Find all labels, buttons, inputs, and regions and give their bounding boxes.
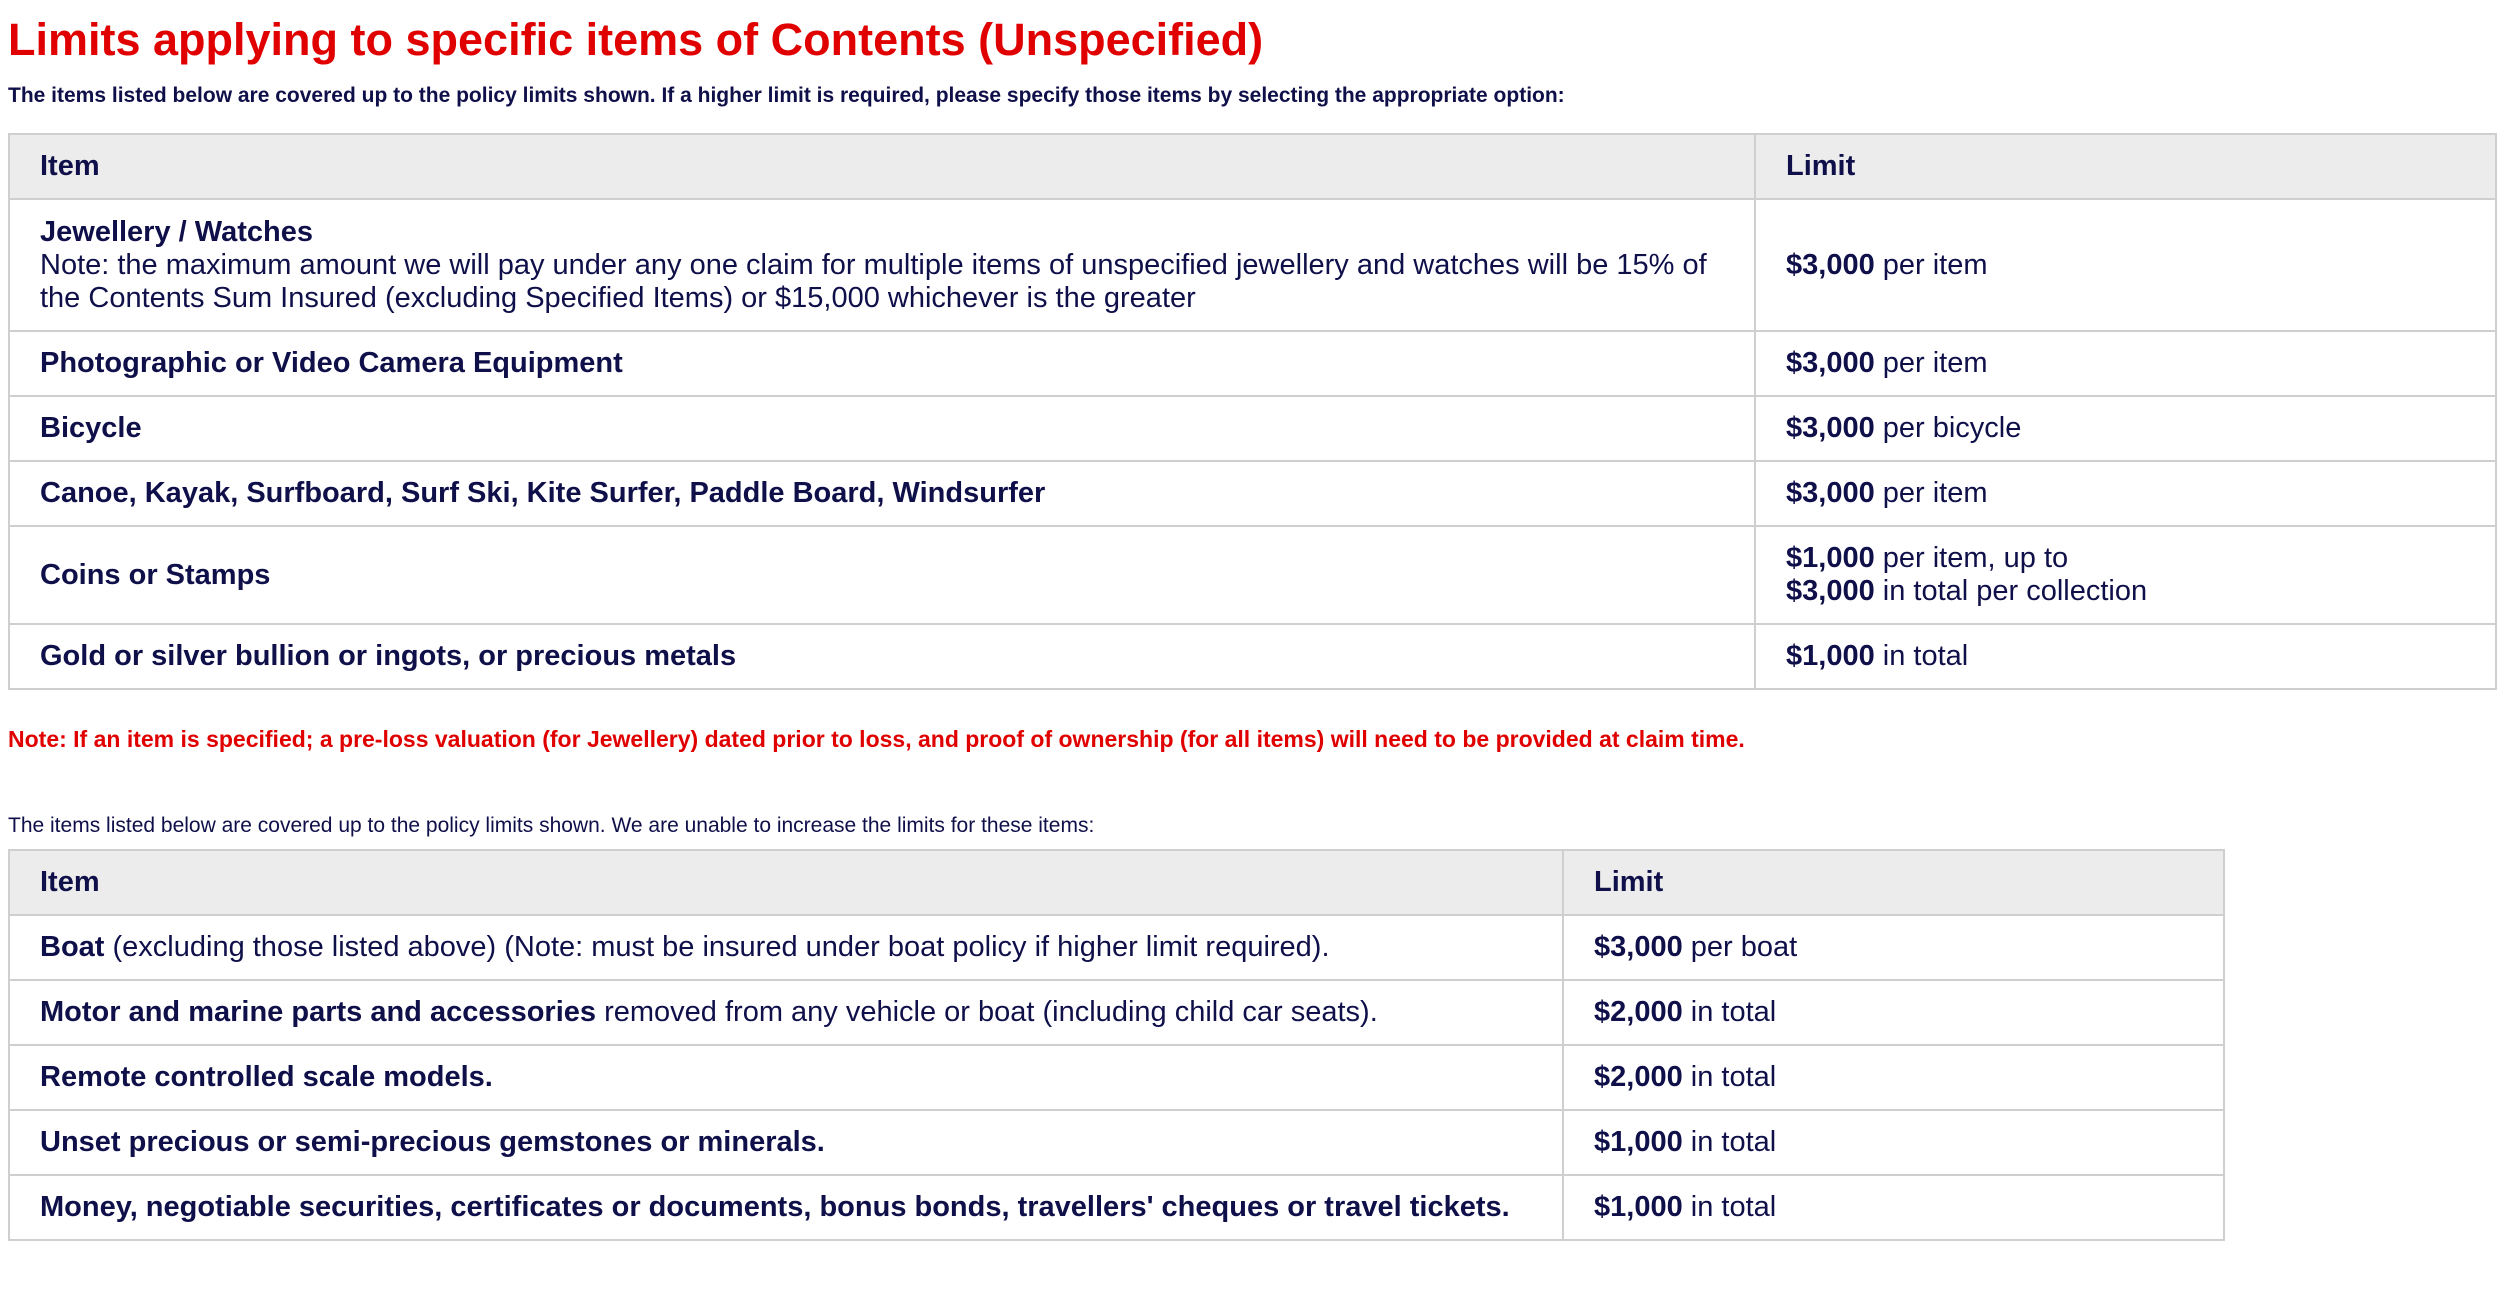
item-name: Canoe, Kayak, Surfboard, Surf Ski, Kite Surfer, Paddle Board, Windsurfer [40, 477, 1046, 509]
item-note: Note: the maximum amount we will pay under any one claim for multiple items of unspecified jewellery and watches will be 15% of the Contents Sum Insured (excluding Specified Items) or $15,000 whichever is the greater [40, 248, 1707, 314]
table-row [9, 396, 2496, 461]
column-header-limit: Limit [1755, 134, 2496, 199]
limit-amount: $1,000 [1594, 1126, 1683, 1158]
table-row [9, 199, 2496, 331]
item-cell [9, 1045, 1563, 1110]
table-row [9, 461, 2496, 526]
limit-text: per item [1882, 477, 1988, 509]
limit-text: per bicycle [1882, 412, 2022, 444]
item-cell [9, 526, 1755, 624]
limit-amount: $1,000 [1786, 640, 1875, 672]
table-row [9, 624, 2496, 689]
specified-item-note: Note: If an item is specified; a pre-loss valuation (for Jewellery) dated prior to loss, and proof of ownership (for all items) will need to be provided at claim time. [8, 726, 1745, 752]
item-cell [9, 331, 1755, 396]
item-name: Gold or silver bullion or ingots, or precious metals [40, 640, 737, 672]
limit-text: in total [1690, 1191, 1777, 1223]
item-name: Remote controlled scale models. [40, 1061, 493, 1093]
item-cell [9, 396, 1755, 461]
item-cell [9, 980, 1563, 1045]
limit-cell [1563, 1175, 2224, 1240]
limit-cell [1755, 331, 2496, 396]
limit-amount: $1,000 [1594, 1191, 1683, 1223]
limit-text: in total [1690, 1061, 1777, 1093]
table-row [9, 1175, 2224, 1240]
limit-cell [1755, 624, 2496, 689]
table-header-row [9, 134, 2496, 199]
item-description: removed from any vehicle or boat (including child car seats). [596, 996, 1378, 1028]
page [8, 0, 2492, 1241]
item-name: Photographic or Video Camera Equipment [40, 347, 623, 379]
fixed-limits-intro: The items listed below are covered up to the policy limits shown. We are unable to increase the limits for these items: [8, 814, 1095, 837]
page-title: Limits applying to specific items of Contents (Unspecified) [8, 14, 1264, 65]
limit-text: in total [1690, 996, 1777, 1028]
item-description: (excluding those listed above) (Note: must be insured under boat policy if higher limit required). [104, 931, 1330, 963]
table-row [9, 1045, 2224, 1110]
item-name: Bicycle [40, 412, 142, 444]
limits-table-specifiable [8, 133, 2497, 690]
item-name: Coins or Stamps [40, 558, 271, 591]
limit-amount: $3,000 [1594, 931, 1683, 963]
limit-cell [1563, 1045, 2224, 1110]
item-cell [9, 624, 1755, 689]
item-name: Boat [40, 931, 105, 963]
limit-cell [1563, 915, 2224, 980]
limit-cell [1755, 461, 2496, 526]
limit-text: in total [1690, 1126, 1777, 1158]
item-name: Jewellery / Watches [40, 215, 313, 248]
column-header-limit: Limit [1563, 850, 2224, 915]
table-row [9, 331, 2496, 396]
intro-text: The items listed below are covered up to the policy limits shown. If a higher limit is required, please specify those items by selecting the appropriate option: [8, 84, 1565, 107]
table-row [9, 980, 2224, 1045]
limit-amount: $3,000 [1786, 248, 1875, 281]
limit-text: per item [1882, 248, 1988, 281]
column-header-item: Item [9, 850, 1563, 915]
column-header-item: Item [9, 134, 1755, 199]
limit-text: in total [1882, 640, 1969, 672]
limit-amount: $3,000 [1786, 347, 1875, 379]
item-cell [9, 199, 1755, 331]
limits-table-fixed [8, 849, 2225, 1241]
limit-cell [1563, 980, 2224, 1045]
limit-amount: $3,000 [1786, 412, 1875, 444]
limit-text: per boat [1690, 931, 1798, 963]
item-name: Motor and marine parts and accessories [40, 996, 597, 1028]
table-row [9, 1110, 2224, 1175]
item-cell [9, 915, 1563, 980]
item-name: Money, negotiable securities, certificates or documents, bonus bonds, travellers' cheques or travel tickets. [40, 1191, 1510, 1223]
limit-cell [1755, 199, 2496, 331]
limit-cell [1755, 396, 2496, 461]
item-cell [9, 1175, 1563, 1240]
limit-text-secondary: in total per collection [1882, 575, 2148, 607]
limit-cell [1563, 1110, 2224, 1175]
limit-text: per item, up to [1882, 542, 2069, 574]
limit-amount: $3,000 [1786, 477, 1875, 509]
limit-text: per item [1882, 347, 1988, 379]
limit-cell [1755, 526, 2496, 624]
table-row [9, 526, 2496, 624]
item-name: Unset precious or semi-precious gemstones or minerals. [40, 1126, 825, 1158]
item-cell [9, 1110, 1563, 1175]
table-row [9, 915, 2224, 980]
table-header-row [9, 850, 2224, 915]
item-cell [9, 461, 1755, 526]
limit-amount: $1,000 [1786, 542, 1875, 574]
limit-amount-secondary: $3,000 [1786, 575, 1875, 607]
limit-amount: $2,000 [1594, 996, 1683, 1028]
limit-amount: $2,000 [1594, 1061, 1683, 1093]
